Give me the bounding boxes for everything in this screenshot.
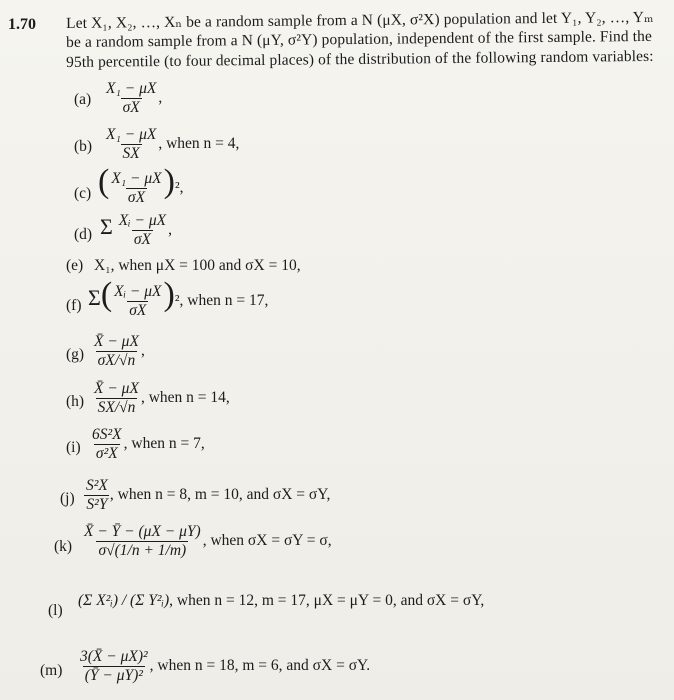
part-m-tail: , when n = 18, m = 6, and σX = σY. bbox=[149, 657, 371, 675]
part-a-denominator: σX bbox=[122, 99, 140, 116]
part-h-tail: , when n = 14, bbox=[140, 389, 230, 407]
part-l-expression bbox=[78, 592, 484, 610]
part-b-label: (b) bbox=[74, 138, 93, 155]
part-e-text: X₁, when μX = 100 and σX = 10, bbox=[94, 257, 301, 274]
part-k-label: (k) bbox=[54, 538, 73, 555]
part-k-denominator: σ√(1/n + 1/m) bbox=[98, 542, 187, 559]
part-f-tail: ², when n = 17, bbox=[174, 292, 269, 309]
part-a-label: (a) bbox=[74, 91, 92, 108]
part-a-expression bbox=[104, 80, 162, 117]
part-m-expression bbox=[78, 648, 370, 685]
part-i-expression bbox=[90, 426, 205, 463]
part-d-label: (d) bbox=[74, 226, 93, 243]
part-c-tail: ², bbox=[174, 179, 184, 196]
part-a-tail: , bbox=[158, 89, 163, 107]
part-f-label: (f) bbox=[66, 297, 82, 314]
part-l-label: (l) bbox=[48, 602, 63, 619]
part-c-denominator: σX bbox=[127, 188, 146, 206]
part-d-numerator: Xᵢ − μX bbox=[118, 212, 167, 229]
part-l-tail: , when n = 12, m = 17, μX = μY = 0, and σX = σY, bbox=[169, 592, 485, 609]
part-c-numerator: X₁ − μX bbox=[111, 169, 162, 187]
part-b-denominator: SX bbox=[122, 145, 140, 162]
part-i-tail: , when n = 7, bbox=[123, 435, 205, 453]
part-g-numerator: X̄ − μX bbox=[94, 333, 139, 350]
part-h-expression bbox=[92, 380, 230, 417]
part-i-numerator: 6S²X bbox=[92, 426, 122, 443]
part-j-numerator: S²X bbox=[86, 477, 108, 494]
part-f-expression: Σ( $\frac{\text{Xᵢ − μX}}{\sigma X}$ )², when n = 17, bbox=[88, 276, 269, 319]
part-l-ratio: (Σ X²ᵢ) / (Σ Y²ᵢ) bbox=[78, 592, 170, 609]
part-f-denominator: σX bbox=[129, 301, 147, 319]
problem-number: 1.70 bbox=[8, 16, 36, 33]
part-c-label: (c) bbox=[74, 185, 92, 202]
part-i-label: (i) bbox=[66, 439, 81, 456]
problem-statement-line-2: be a random sample from a N (μY, σ²Y) population, independent of the first sample. Find the bbox=[66, 27, 653, 51]
problem-statement-line-1: Let X₁, X₂, …, Xₙ be a random sample from a N (μX, σ²X) population and let Y₁, Y₂, …, Yₘ bbox=[66, 8, 654, 32]
part-b-expression bbox=[104, 126, 239, 163]
part-g-denominator: σX/√n bbox=[97, 352, 136, 369]
part-m-numerator: 3(X̄ − μX)² bbox=[80, 648, 148, 665]
part-f-numerator: Xᵢ − μX bbox=[114, 282, 162, 300]
part-h-denominator: SX/√n bbox=[97, 399, 136, 416]
part-m-label: (m) bbox=[40, 662, 63, 679]
part-b-numerator: X₁ − μX bbox=[106, 126, 157, 143]
part-e-label: (e) bbox=[66, 257, 84, 274]
part-a-numerator: X₁ − μX bbox=[106, 80, 157, 97]
part-j-denominator: S²Y bbox=[86, 496, 108, 513]
part-d-expression: Σ $\frac{\text{Xᵢ − μX}}{\sigma X}$ , bbox=[100, 212, 172, 248]
part-d-tail: , bbox=[168, 221, 172, 239]
part-d-denominator: σX bbox=[133, 231, 151, 248]
part-c-expression: ( $\frac{\text{X₁ − μX}}{\sigma X}$ )², bbox=[98, 163, 184, 206]
part-g-tail: , bbox=[140, 342, 145, 360]
part-j-label: (j) bbox=[60, 490, 75, 507]
part-k-numerator: X̄ − Ȳ − (μX − μY) bbox=[84, 523, 201, 540]
part-j-expression bbox=[84, 477, 330, 514]
part-k-expression bbox=[82, 523, 332, 560]
part-g-label: (g) bbox=[66, 346, 85, 363]
part-i-denominator: σ²X bbox=[95, 445, 118, 462]
part-h-numerator: X̄ − μX bbox=[94, 380, 139, 397]
part-k-tail: , when σX = σY = σ, bbox=[202, 532, 332, 550]
part-m-denominator: (Ȳ − μY)² bbox=[84, 667, 143, 684]
part-h-label: (h) bbox=[66, 393, 85, 410]
part-g-expression bbox=[92, 333, 145, 370]
problem-statement-line-3: 95th percentile (to four decimal places) of the distribution of the following random variables: bbox=[66, 47, 654, 71]
part-b-tail: , when n = 4, bbox=[158, 135, 240, 153]
part-j-tail: , when n = 8, m = 10, and σX = σY, bbox=[109, 486, 331, 504]
